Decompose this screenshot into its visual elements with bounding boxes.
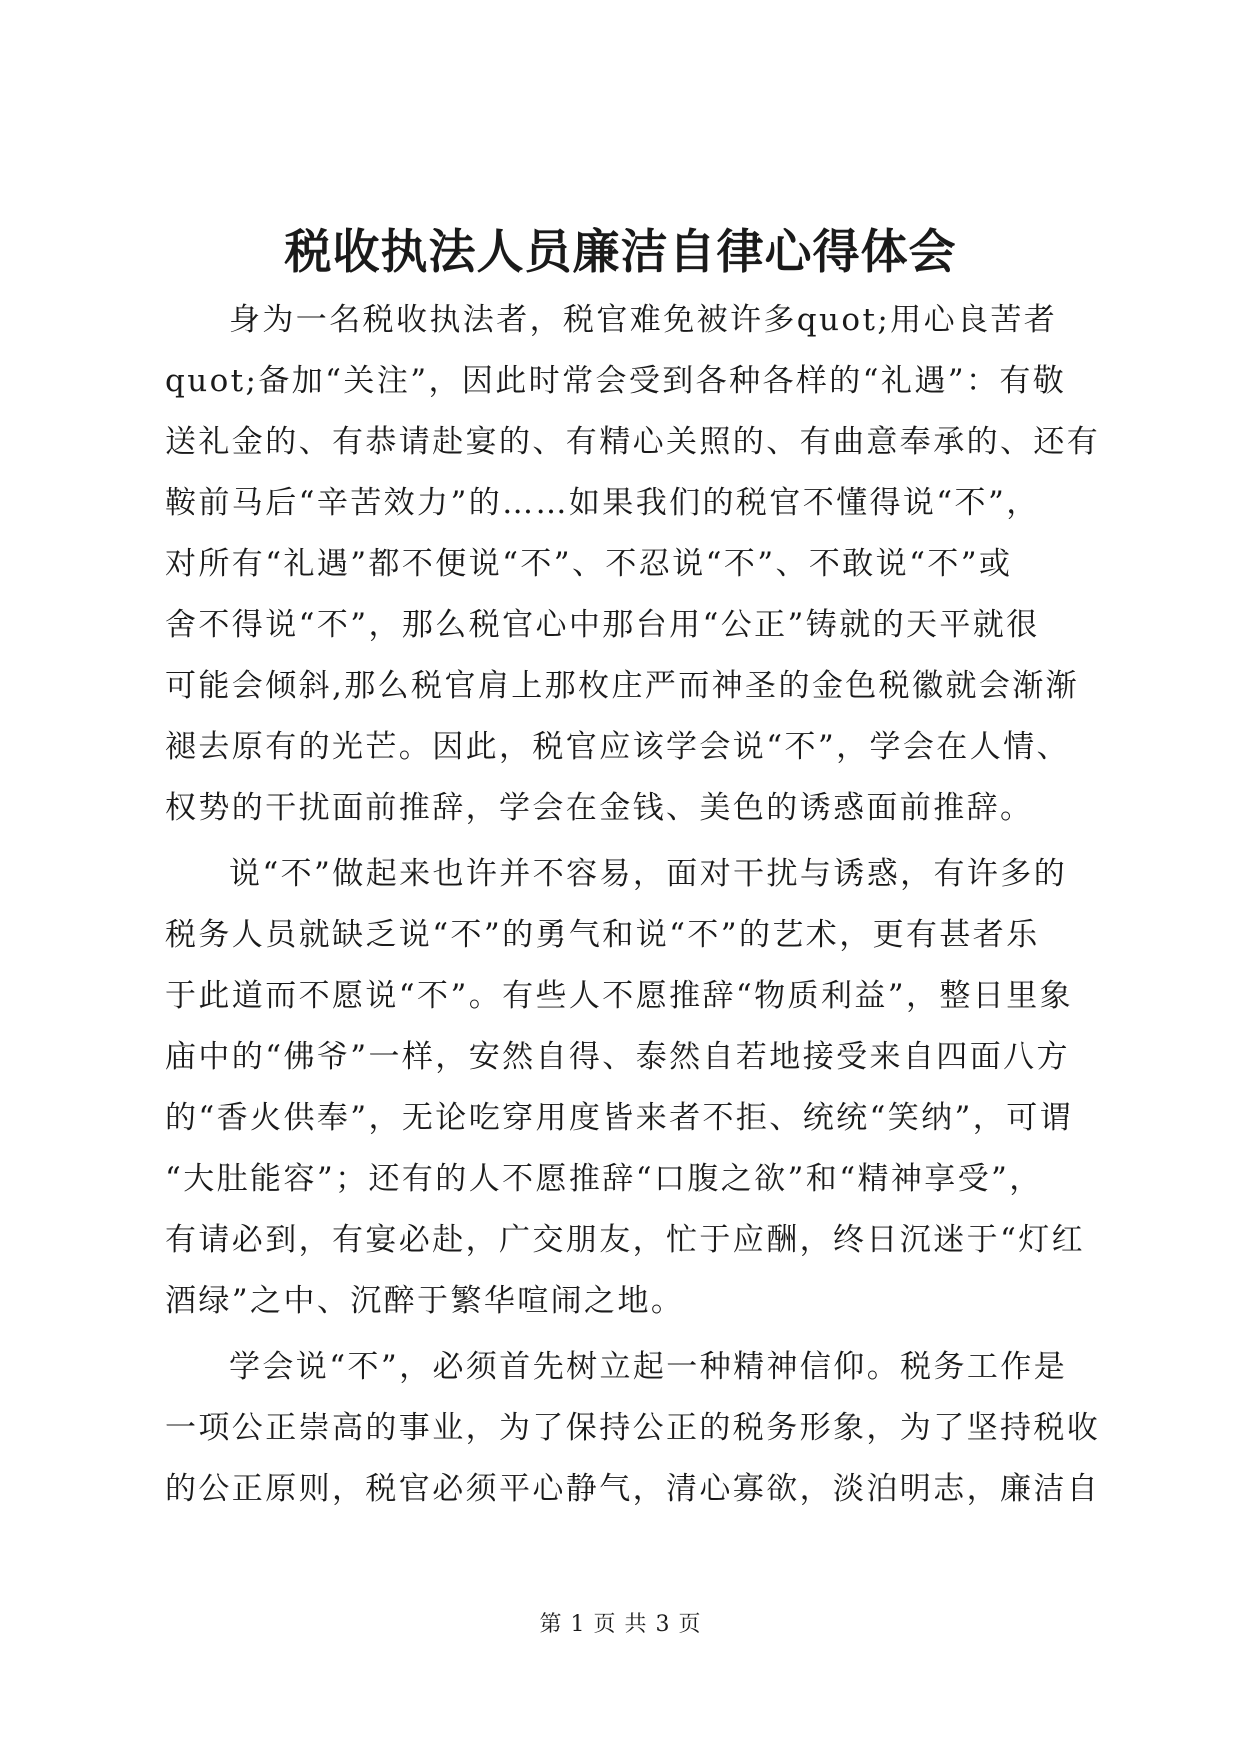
paragraph <box>165 290 1101 839</box>
text-line: quot;备加“关注”，因此时常会受到各种各样的“礼遇”：有敬 <box>165 363 1067 399</box>
text-line: 权势的干扰面前推辞，学会在金钱、美色的诱惑面前推辞。 <box>165 790 1034 826</box>
document-body <box>165 290 1101 1520</box>
text-line: 的公正原则，税官必须平心静气，清心寡欲，淡泊明志，廉洁自 <box>165 1471 1101 1507</box>
text-line: 对所有“礼遇”都不便说“不”、不忍说“不”、不敢说“不”或 <box>165 546 1013 582</box>
text-line: 学会说“不”，必须首先树立起一种精神信仰。税务工作是 <box>229 1349 1068 1385</box>
text-line: 于此道而不愿说“不”。有些人不愿推辞“物质利益”，整日里象 <box>165 978 1073 1014</box>
document-title: 税收执法人员廉洁自律心得体会 <box>284 225 957 280</box>
text-line: “大肚能容”；还有的人不愿推辞“口腹之欲”和“精神享受”， <box>165 1161 1043 1197</box>
text-line: 舍不得说“不”，那么税官心中那台用“公正”铸就的天平就很 <box>165 607 1040 643</box>
page-number-footer: 第 1 页 共 3 页 <box>539 1612 702 1637</box>
text-line: 有请必到，有宴必赴，广交朋友，忙于应酬，终日沉迷于“灯红 <box>165 1222 1086 1258</box>
text-line: 的“香火供奉”，无论吃穿用度皆来者不拒、统统“笑纳”，可谓 <box>165 1100 1073 1136</box>
text-line: 送礼金的、有恭请赴宴的、有精心关照的、有曲意奉承的、还有 <box>165 424 1101 460</box>
paragraph <box>165 1337 1101 1520</box>
text-line: 说“不”做起来也许并不容易，面对干扰与诱惑，有许多的 <box>229 856 1068 892</box>
text-line: 可能会倾斜,那么税官肩上那枚庄严而神圣的金色税徽就会渐渐 <box>165 668 1080 704</box>
text-line: 税务人员就缺乏说“不”的勇气和说“不”的艺术，更有甚者乐 <box>165 917 1040 953</box>
text-line: 褪去原有的光芒。因此，税官应该学会说“不”，学会在人情、 <box>165 729 1070 765</box>
paragraph <box>165 844 1085 1332</box>
text-line: 庙中的“佛爷”一样，安然自得、泰然自若地接受来自四面八方 <box>165 1039 1070 1075</box>
text-line: 鞍前马后“辛苦效力”的……如果我们的税官不懂得说“不”， <box>165 485 1040 521</box>
text-line: 酒绿”之中、沉醉于繁华喧闹之地。 <box>165 1283 685 1319</box>
text-line: 一项公正崇高的事业，为了保持公正的税务形象，为了坚持税收 <box>165 1410 1101 1446</box>
text-line: 身为一名税收执法者，税官难免被许多quot;用心良苦者 <box>229 302 1058 338</box>
